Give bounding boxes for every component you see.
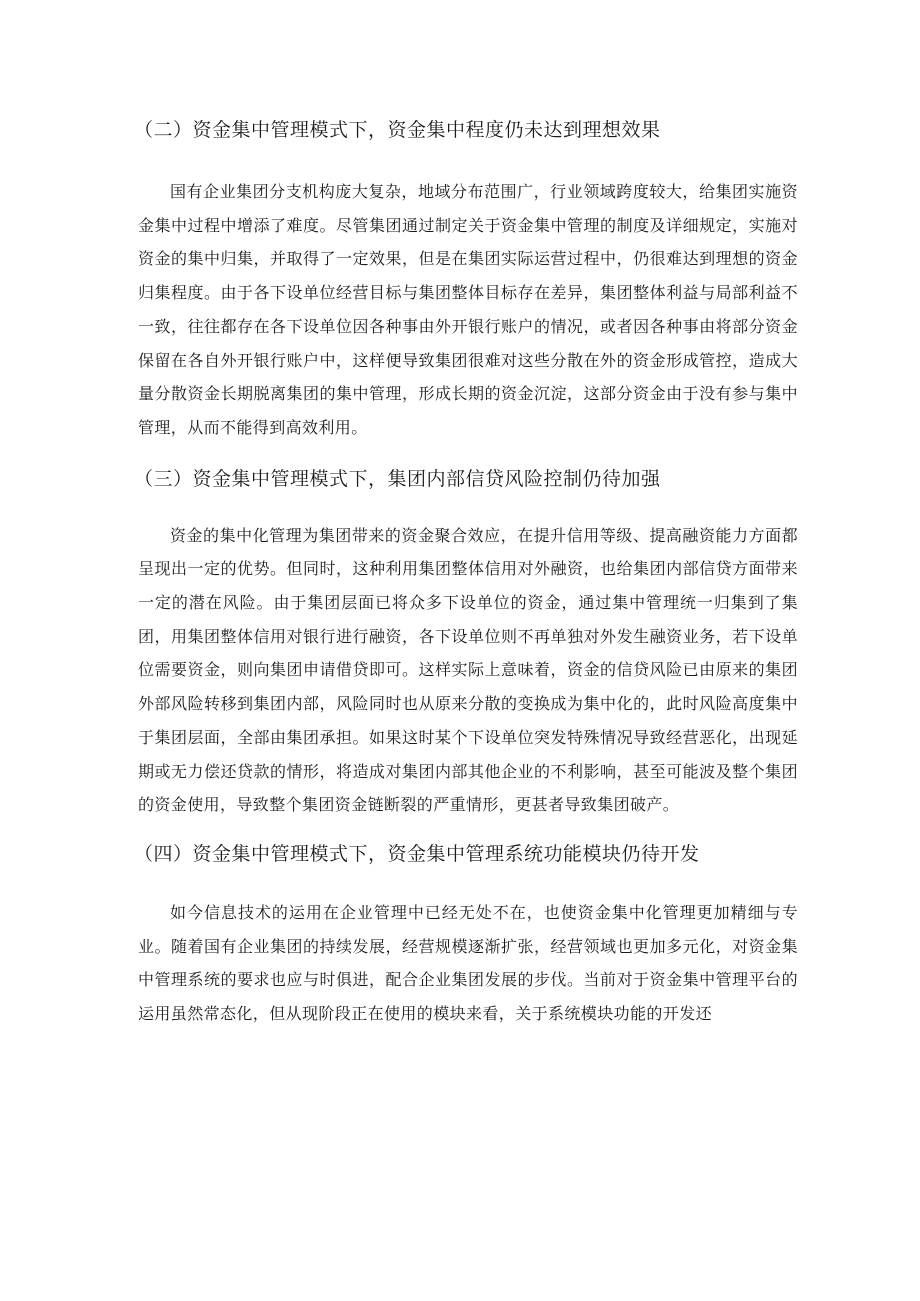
section-paragraph-4: 如今信息技术的运用在企业管理中已经无处不在，也使资金集中化管理更加精细与专业。随着国有企业集团的持续发展，经营规模逐渐扩张，经营领域也更加多元化，对资金集中管理系统的要求也应与时俱进，配合企业集团发展的步伐。当前对于资金集中管理平台的运用虽然常态化，但从现阶段正在使用的模块来看，关于系统模块功能的开发还 bbox=[138, 902, 798, 1024]
document-body bbox=[134, 112, 798, 1031]
section-heading-4: （四）资金集中管理模式下，资金集中管理系统功能模块仍待开发 bbox=[134, 842, 700, 865]
section-paragraph-3: 资金的集中化管理为集团带来的资金聚合效应，在提升信用等级、提高融资能力方面都呈现出一定的优势。但同时，这种利用集团整体信用对外融资，也给集团内部信贷方面带来一定的潜在风险。由于集团层面已将众多下设单位的资金，通过集中管理统一归集到了集团，用集团整体信用对银行进行融资，各下设单位则不再单独对外发生融资业务，若下设单位需要资金，则向集团申请借贷即可。这样实际上意味着，资金的信贷风险已由原来的集团外部风险转移到集团内部，风险同时也从原来分散的变换成为集中化的，此时风险高度集中于集团层面，全部由集团承担。如果这时某个下设单位突发特殊情况导致经营恶化，出现延期或无力偿还贷款的情形，将造成对集团内部其他企业的不利影响，甚至可能波及整个集团的资金使用，导致整个集团资金链断裂的严重情形，更甚者导致集团破产。 bbox=[138, 525, 798, 815]
section-heading-2: （二）资金集中管理模式下，资金集中程度仍未达到理想效果 bbox=[134, 119, 661, 141]
section-heading-3: （三）资金集中管理模式下，集团内部信贷风险控制仍待加强 bbox=[134, 467, 661, 490]
section-paragraph-2: 国有企业集团分支机构庞大复杂，地域分布范围广，行业领域跨度较大，给集团实施资金集中过程中增添了难度。尽管集团通过制定关于资金集中管理的制度及详细规定，实施对资金的集中归集，并取得了一定效果，但是在集团实际运营过程中，仍很难达到理想的资金归集程度。由于各下设单位经营目标与集团整体目标存在差异，集团整体利益与局部利益不一致，往往都存在各下设单位因各种事由外开银行账户的情况，或者因各种事由将部分资金保留在各自外开银行账户中，这样便导致集团很难对这些分散在外的资金形成管控，造成大量分散资金长期脱离集团的集中管理，形成长期的资金沉淀，这部分资金由于没有参与集中管理，从而不能得到高效利用。 bbox=[138, 182, 798, 437]
